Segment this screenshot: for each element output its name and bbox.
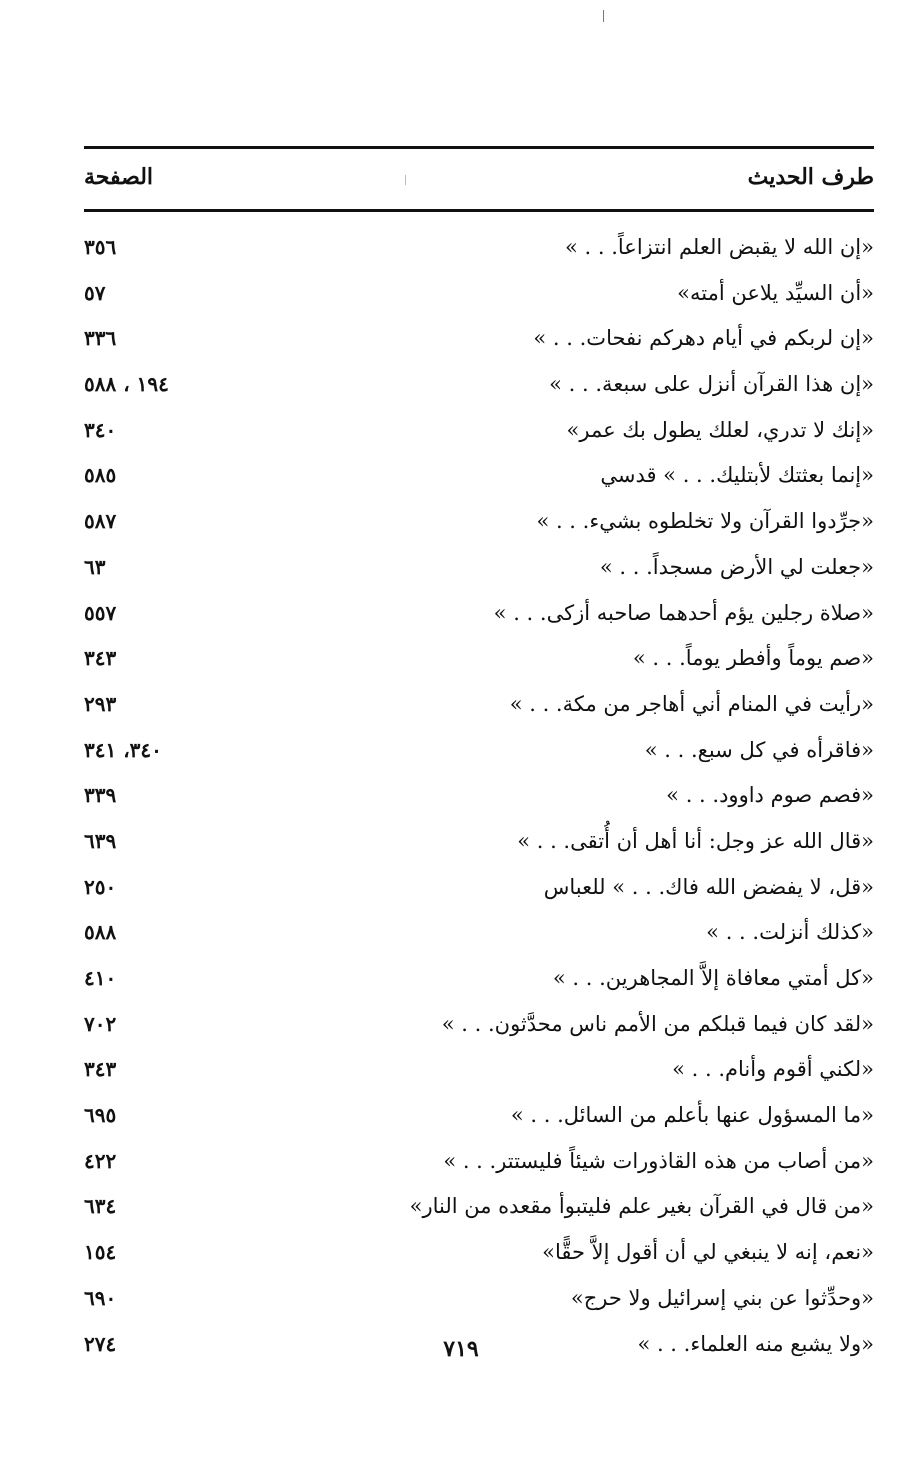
page-ref: ٥٧ — [84, 280, 106, 305]
page-ref: ٦٣ — [84, 554, 106, 579]
hadith-text: «صلاة رجلين يؤم أحدهما صاحبه أزكى. . . » — [493, 600, 874, 625]
hadith-text: «من أصاب من هذه القاذورات شيئاً فليستتر. . . » — [443, 1148, 874, 1173]
hadith-text: «كذلك أنزلت. . . » — [706, 920, 874, 945]
page-ref: ٦٣٤ — [84, 1194, 117, 1219]
page-ref: ٥٨٧ — [84, 509, 117, 534]
hadith-text: «لقد كان فيما قبلكم من الأمم ناس محدَّثون. . . » — [441, 1011, 874, 1036]
hadith-text: «جعلت لي الأرض مسجداً. . . » — [599, 554, 874, 579]
hadith-text: «فاقرأه في كل سبع. . . » — [644, 737, 874, 762]
page-ref: ١٩٤ ، ٥٨٨ — [84, 372, 169, 397]
hadith-text: «إن الله لا يقبض العلم انتزاعاً. . . » — [565, 235, 874, 259]
index-row — [84, 822, 874, 868]
index-row — [84, 868, 874, 914]
header-top-rule — [84, 146, 874, 149]
index-row — [84, 1233, 874, 1279]
hadith-text: «من قال في القرآن بغير علم فليتبوأ مقعده من النار» — [409, 1194, 874, 1219]
index-row — [84, 1050, 874, 1096]
page-ref: ٣٣٦ — [84, 326, 117, 351]
page-ref: ٤٢٢ — [84, 1148, 117, 1173]
crop-mark — [603, 10, 604, 22]
page-number: ٧١٩ — [443, 1336, 479, 1362]
page-ref: ٣٤٣ — [84, 646, 117, 671]
index-row — [84, 1187, 874, 1233]
page-ref: ٢٧٤ — [84, 1331, 117, 1356]
hadith-text: «ولا يشبع منه العلماء. . . » — [637, 1331, 874, 1356]
column-header-hadith: طرف الحديث — [747, 164, 874, 190]
index-row — [84, 502, 874, 548]
index-row — [84, 456, 874, 502]
index-row — [84, 959, 874, 1005]
index-row — [84, 594, 874, 640]
hadith-text: «قل، لا يفضض الله فاك. . . » للعباس — [543, 874, 874, 899]
index-row — [84, 1279, 874, 1325]
page-ref: ٣٤٣ — [84, 1057, 117, 1082]
index-row — [84, 776, 874, 822]
index-row — [84, 1142, 874, 1188]
index-row — [84, 365, 874, 411]
page-ref: ٣٥٦ — [84, 235, 117, 259]
page-ref: ٦٩٥ — [84, 1103, 117, 1128]
page-ref: ٣٤٠ — [84, 417, 117, 442]
hadith-text: «صم يوماً وأفطر يوماً. . . » — [632, 646, 874, 671]
hadith-text: «ما المسؤول عنها بأعلم من السائل. . . » — [510, 1103, 874, 1128]
index-list — [84, 228, 874, 1370]
hadith-text: «إن لربكم في أيام دهركم نفحات. . . » — [533, 326, 874, 351]
hadith-text: «وحدِّثوا عن بني إسرائيل ولا حرج» — [570, 1285, 874, 1310]
index-row — [84, 1096, 874, 1142]
hadith-text: «إنك لا تدري، لعلك يطول بك عمر» — [566, 417, 874, 442]
index-row — [84, 274, 874, 320]
hadith-text: «إنما بعثتك لأبتليك. . . » قدسي — [600, 463, 874, 488]
header-bottom-rule — [84, 209, 874, 212]
hadith-text: «نعم، إنه لا ينبغي لي أن أقول إلاَّ حقًّا» — [542, 1240, 874, 1265]
page-ref: ٣٣٩ — [84, 783, 117, 808]
page-ref: ٣٤٠، ٣٤١ — [84, 737, 162, 762]
index-row — [84, 685, 874, 731]
page-ref: ٥٨٥ — [84, 463, 117, 488]
page-ref: ٥٨٨ — [84, 920, 117, 945]
hadith-text: «جرِّدوا القرآن ولا تخلطوه بشيء. . . » — [536, 509, 874, 534]
index-row — [84, 411, 874, 457]
page-ref: ٢٥٠ — [84, 874, 117, 899]
index-row — [84, 548, 874, 594]
index-row — [84, 1005, 874, 1051]
index-row — [84, 319, 874, 365]
hadith-text: «رأيت في المنام أني أهاجر من مكة. . . » — [509, 691, 874, 716]
page-ref: ٦٩٠ — [84, 1285, 117, 1310]
page-ref: ٢٩٣ — [84, 691, 117, 716]
index-row — [84, 731, 874, 777]
index-row — [84, 639, 874, 685]
page-ref: ٥٥٧ — [84, 600, 117, 625]
page-ref: ١٥٤ — [84, 1240, 117, 1265]
index-row — [84, 228, 874, 274]
page-ref: ٤١٠ — [84, 966, 117, 990]
hadith-text: «كل أمتي معافاة إلاَّ المجاهرين. . . » — [552, 966, 874, 990]
hadith-text: «إن هذا القرآن أنزل على سبعة. . . » — [549, 372, 874, 397]
hadith-text: «لكني أقوم وأنام. . . » — [672, 1057, 874, 1082]
index-row — [84, 913, 874, 959]
column-header-page: الصفحة — [84, 164, 154, 190]
hadith-text: «أن السيِّد يلاعن أمته» — [677, 280, 874, 305]
page-ref: ٦٣٩ — [84, 828, 117, 853]
hadith-text: «قال الله عز وجل: أنا أهل أن أُتقى. . . » — [517, 828, 874, 853]
crop-mark — [405, 175, 406, 185]
hadith-text: «فصم صوم داوود. . . » — [666, 783, 874, 808]
page-ref: ٧٠٢ — [84, 1011, 117, 1036]
